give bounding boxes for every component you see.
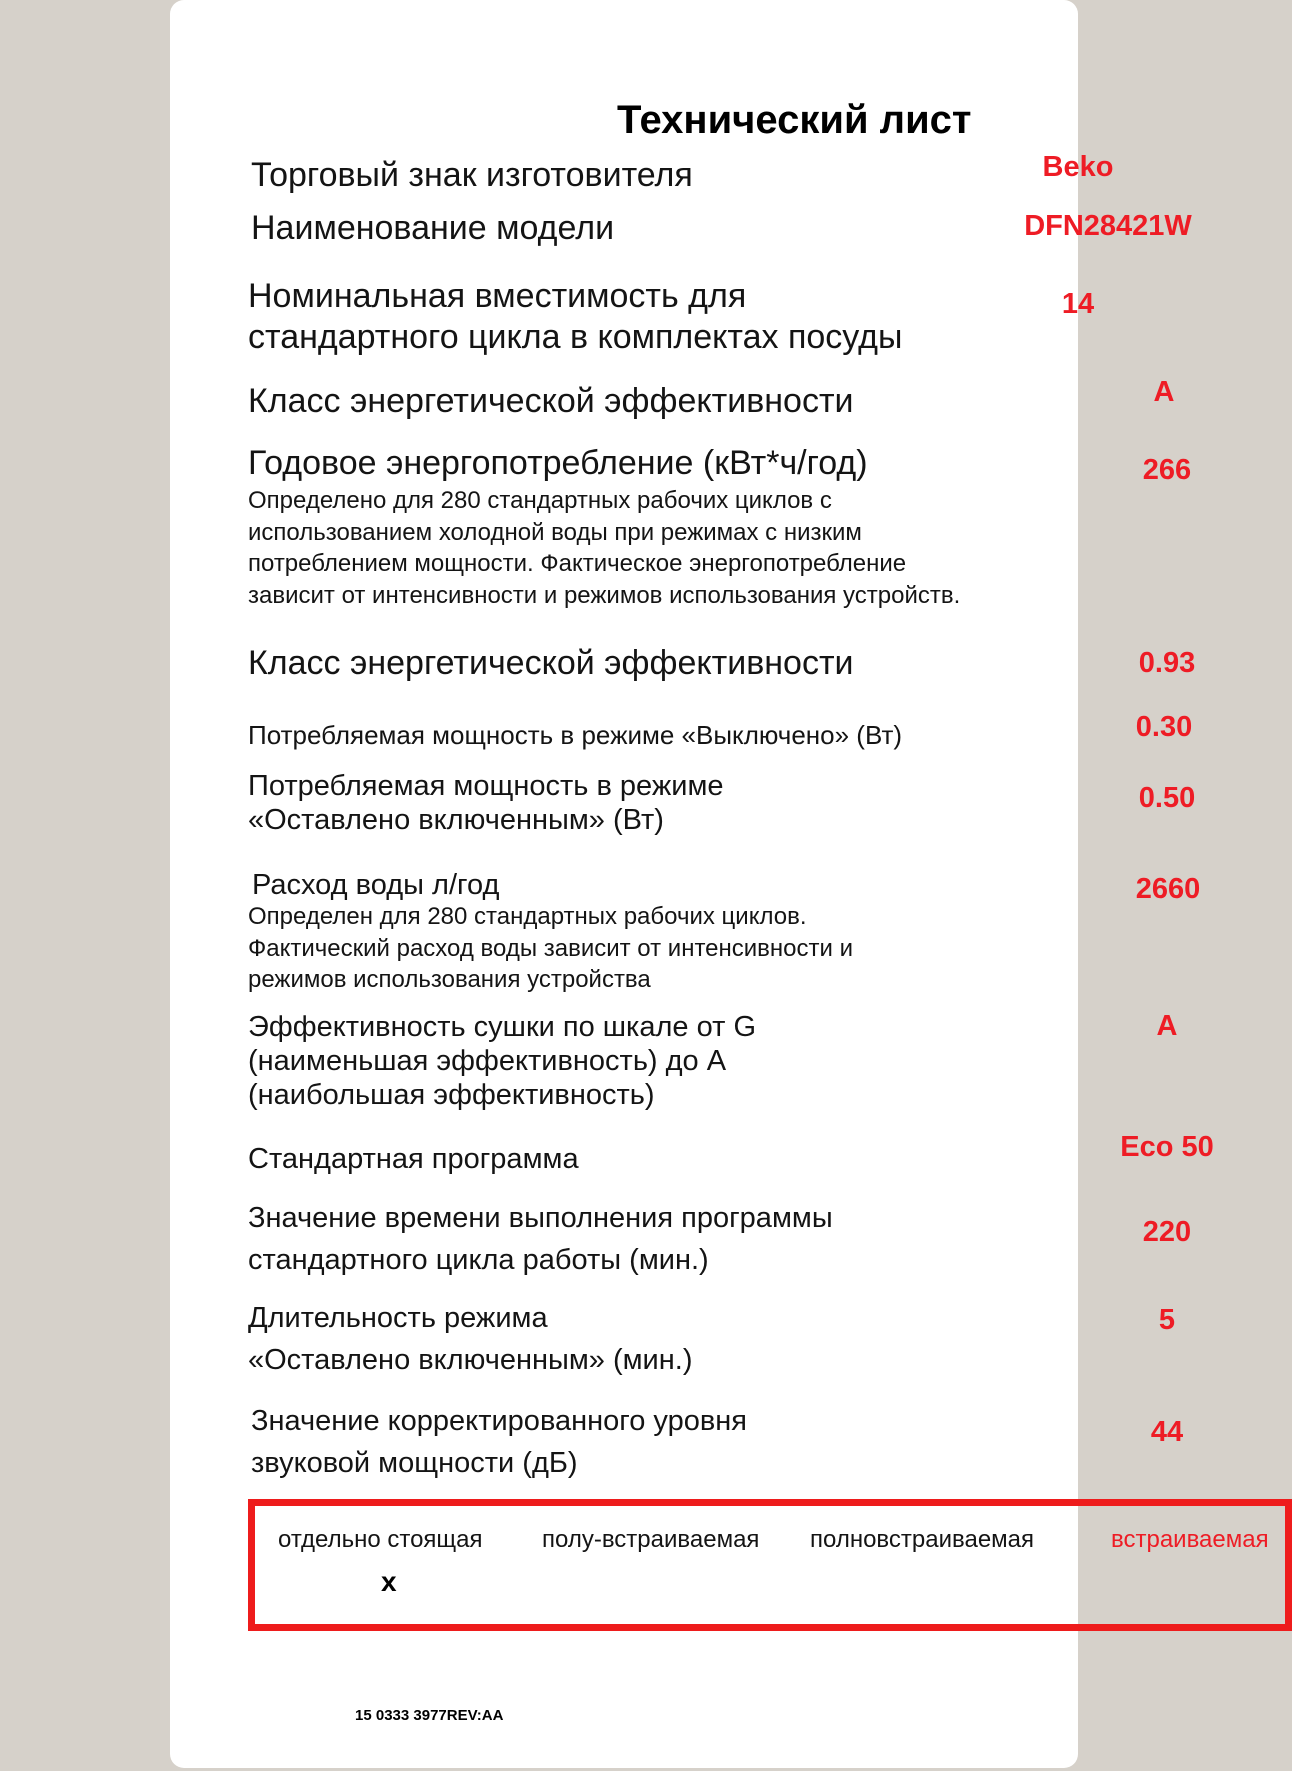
energy-class-label: Класс энергетической эффективности xyxy=(248,382,854,420)
capacity-label-line2: стандартного цикла в комплектах посуды xyxy=(248,318,903,356)
water-value: 2660 xyxy=(1135,873,1201,905)
drying-label xyxy=(248,1010,756,1112)
noise-label-line1: Значение корректированного уровня xyxy=(251,1405,747,1437)
power-left-on-label-line2: «Оставлено включенным» (Вт) xyxy=(248,804,664,836)
power-left-on-label-line1: Потребляемая мощность в режиме xyxy=(248,770,724,802)
water-note-line: режимов использования устройства xyxy=(248,966,651,993)
program-time-value: 220 xyxy=(1142,1216,1192,1248)
left-on-duration-label xyxy=(248,1297,692,1381)
program-label: Стандартная программа xyxy=(248,1143,579,1175)
annual-energy-note-line: использованием холодной воды при режимах с низким xyxy=(248,518,862,546)
page-title: Технический лист xyxy=(617,98,972,142)
capacity-label-line1: Номинальная вместимость для xyxy=(248,277,747,315)
install-freestanding: отдельно стоящая xyxy=(278,1526,483,1553)
energy-class-2-label: Класс энергетической эффективности xyxy=(248,644,854,682)
selected-mark: x xyxy=(381,1566,397,1597)
annual-energy-note-line: потреблением мощности. Фактическое энергопотребление xyxy=(248,550,907,577)
program-time-label xyxy=(248,1197,833,1281)
noise-value: 44 xyxy=(1150,1416,1184,1448)
drying-value: A xyxy=(1156,1010,1178,1042)
install-fully-built-in: полновстраиваемая xyxy=(810,1526,1035,1553)
water-label: Расход воды л/год xyxy=(252,869,500,901)
capacity-label xyxy=(248,276,902,358)
program-value: Eco 50 xyxy=(1120,1131,1214,1163)
program-time-label-line2: стандартного цикла работы (мин.) xyxy=(248,1244,709,1276)
model-value: DFN28421W xyxy=(1024,210,1192,242)
left-on-duration-label-line2: «Оставлено включенным» (мин.) xyxy=(248,1344,693,1376)
power-off-value: 0.30 xyxy=(1135,711,1193,743)
capacity-value: 14 xyxy=(1061,288,1095,320)
energy-class-2-value: 0.93 xyxy=(1138,647,1196,679)
install-type-box xyxy=(248,1499,1292,1631)
trademark-value: Beko xyxy=(1042,151,1114,183)
annual-energy-note-line: Определено для 280 стандартных рабочих циклов с xyxy=(248,487,832,514)
annual-energy-value: 266 xyxy=(1142,454,1192,486)
trademark-label: Торговый знак изготовителя xyxy=(251,156,693,194)
annual-energy-note xyxy=(248,485,960,611)
install-semi-built-in: полу-встраиваемая xyxy=(542,1526,760,1553)
noise-label xyxy=(251,1400,747,1484)
noise-label-line2: звуковой мощности (дБ) xyxy=(251,1447,578,1479)
water-note-line: Фактический расход воды зависит от интенсивности и xyxy=(248,934,854,962)
left-on-duration-label-line1: Длительность режима xyxy=(248,1302,548,1334)
install-built-in: встраиваемая xyxy=(1111,1526,1269,1553)
annual-energy-note-line: зависит от интенсивности и режимов использования устройств. xyxy=(248,581,961,609)
drying-label-line1: Эффективность сушки по шкале от G xyxy=(248,1011,756,1043)
drying-label-line3: (наибольшая эффективность) xyxy=(248,1079,655,1111)
document-code: 15 0333 3977REV:AA xyxy=(355,1707,504,1724)
water-note-line: Определен для 280 стандартных рабочих циклов. xyxy=(248,903,807,930)
drying-label-line2: (наименьшая эффективность) до А xyxy=(248,1045,727,1077)
program-time-label-line1: Значение времени выполнения программы xyxy=(248,1202,833,1234)
power-left-on-value: 0.50 xyxy=(1138,782,1196,814)
power-off-label: Потребляемая мощность в режиме «Выключено» (Вт) xyxy=(248,720,903,750)
left-on-duration-value: 5 xyxy=(1158,1304,1176,1336)
power-left-on-label xyxy=(248,769,724,837)
water-note xyxy=(248,901,853,996)
energy-class-value: A xyxy=(1153,376,1175,408)
model-label: Наименование модели xyxy=(251,209,615,247)
annual-energy-label: Годовое энергопотребление (кВт*ч/год) xyxy=(248,444,868,482)
